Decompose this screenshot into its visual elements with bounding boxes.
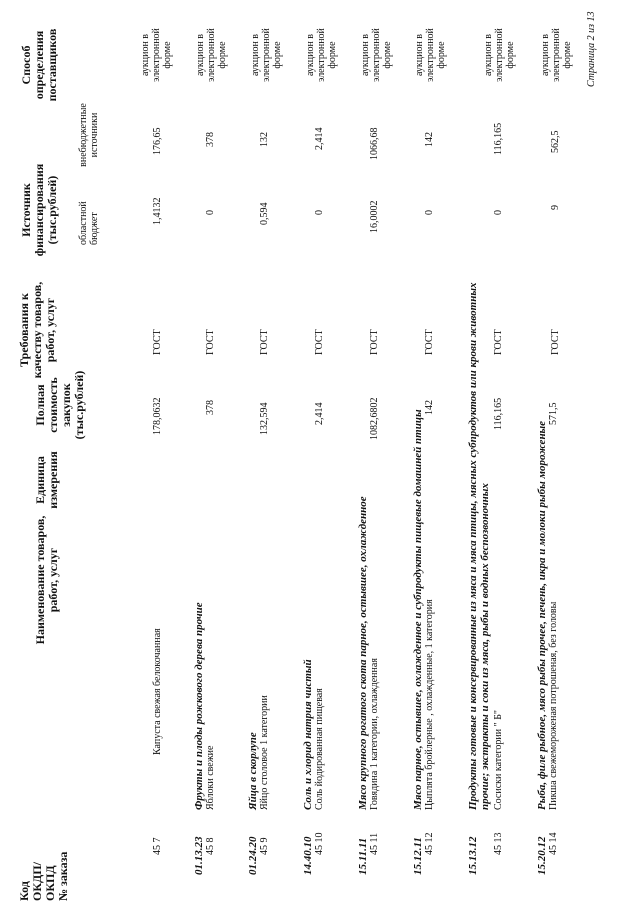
row-fin-regional: 0 (493, 210, 504, 215)
row-code: 45 8 (205, 837, 216, 855)
row-name: Соль йодированная пищевая (314, 688, 325, 810)
row-quality: ГОСТ (424, 329, 435, 355)
group-title: Фрукты и плоды рожкового дерева прочие (193, 602, 205, 810)
row-name: Сосиски категории " Б" (493, 709, 504, 810)
group-code: 15.11.11 (357, 837, 369, 875)
group-title: Продукты готовые и консервированные из мяса и мяса птицы, мясных субпродуктов или крови животных прочие; экстракты и соки из мяса, рыбы и водных беспозвоночных (467, 282, 491, 810)
row-cost: 142 (424, 400, 435, 415)
row-method: аукцион в электронной форме (250, 28, 283, 82)
row-name: Пикша свежемороженая потрошеная, без головы (548, 601, 559, 810)
row-name: Цыплята бройлерные , охлажденные, 1 категория (424, 599, 435, 810)
header-name: Наименование товаров, работ, услуг (33, 515, 60, 645)
row-quality: ГОСТ (550, 329, 561, 355)
row-method: аукцион в электронной форме (195, 28, 228, 82)
row-cost: 178,0632 (152, 397, 163, 435)
row-quality: ГОСТ (259, 329, 270, 355)
row-method: аукцион в электронной форме (140, 28, 173, 82)
row-name: Яблоки свежие (205, 745, 216, 810)
row-fin-regional: 0 (424, 210, 435, 215)
row-fin-regional: 0 (205, 210, 216, 215)
group-title: Соль и хлорид натрия чистый (302, 659, 314, 810)
row-fin-extra: 142 (424, 132, 435, 147)
row-cost: 2,414 (314, 402, 325, 425)
row-cost: 1082,6802 (369, 397, 380, 440)
row-name: Капуста свежая белокочанная (152, 628, 163, 755)
header-code: Код ОКДП/ ОКПД № заказа (17, 851, 70, 901)
row-cost: 132,594 (259, 402, 270, 435)
row-fin-regional: 16,0002 (369, 200, 380, 233)
group-code: 15.20.12 (536, 836, 548, 875)
row-fin-extra: 562,5 (550, 130, 561, 153)
row-quality: ГОСТ (152, 329, 163, 355)
row-fin-extra: 176,65 (152, 127, 163, 155)
row-fin-regional: 9 (550, 205, 561, 210)
header-unit: Единица измерения (33, 451, 60, 509)
row-cost: 571,5 (548, 402, 559, 425)
row-code: 45 14 (548, 832, 559, 855)
header-cost: Полная стоимость закупок (тыс.рублей) (33, 370, 86, 440)
row-name: Яйцо столовое 1 категории (259, 695, 270, 810)
row-code: 45 12 (424, 832, 435, 855)
header-fin-regional: областной бюджет (78, 201, 100, 245)
row-quality: ГОСТ (314, 329, 325, 355)
row-quality: ГОСТ (205, 329, 216, 355)
row-code: 45 11 (369, 832, 380, 855)
group-code: 01.24.20 (247, 836, 259, 875)
header-method: Способ определения поставщиков (19, 28, 59, 102)
row-method: аукцион в электронной форме (540, 28, 573, 82)
header-financing: Источник финансирования (тыс.рублей) (19, 163, 59, 257)
group-code: 15.13.12 (467, 836, 479, 875)
row-method: аукцион в электронной форме (360, 28, 393, 82)
row-method: аукцион в электронной форме (305, 28, 338, 82)
group-code: 14.40.10 (302, 836, 314, 875)
row-fin-extra: 132 (259, 132, 270, 147)
row-fin-extra: 2,414 (314, 127, 325, 150)
header-fin-extra: внебюджетные источники (78, 103, 100, 167)
row-fin-regional: 0 (314, 210, 325, 215)
row-code: 45 10 (314, 832, 325, 855)
row-name: Говядина 1 категории, охлажденная (369, 658, 380, 810)
group-title: Рыба, филе рыбное, мясо рыбы прочее, печень, икра и молоки рыбы мороженые (536, 420, 548, 810)
group-title: Мясо парное, остывшее, охлажденное и субпродукты пищевые домашней птицы (412, 409, 424, 810)
page-number: Страница 2 из 13 (586, 11, 597, 87)
row-fin-extra: 378 (205, 132, 216, 147)
row-cost: 378 (205, 400, 216, 415)
row-code: 45 9 (259, 837, 270, 855)
row-fin-regional: 1,4132 (152, 197, 163, 225)
group-title: Мясо крупного рогатого скота парное, остывшее, охлажденное (357, 496, 369, 810)
row-code: 45 7 (152, 837, 163, 855)
row-quality: ГОСТ (369, 329, 380, 355)
row-method: аукцион в электронной форме (414, 28, 447, 82)
group-title: Яйца в скорлупе (247, 732, 259, 810)
group-code: 01.13.23 (193, 836, 205, 875)
row-cost: 116,165 (493, 397, 504, 430)
row-fin-extra: 116,165 (493, 122, 504, 155)
row-method: аукцион в электронной форме (483, 28, 516, 82)
row-code: 45 13 (493, 832, 504, 855)
group-code: 15.12.11 (412, 837, 424, 875)
row-fin-regional: 0,594 (259, 202, 270, 225)
row-fin-extra: 1066,68 (369, 127, 380, 160)
row-quality: ГОСТ (493, 329, 504, 355)
header-quality: Требования к качеству товаров, работ, услуг (17, 281, 57, 379)
